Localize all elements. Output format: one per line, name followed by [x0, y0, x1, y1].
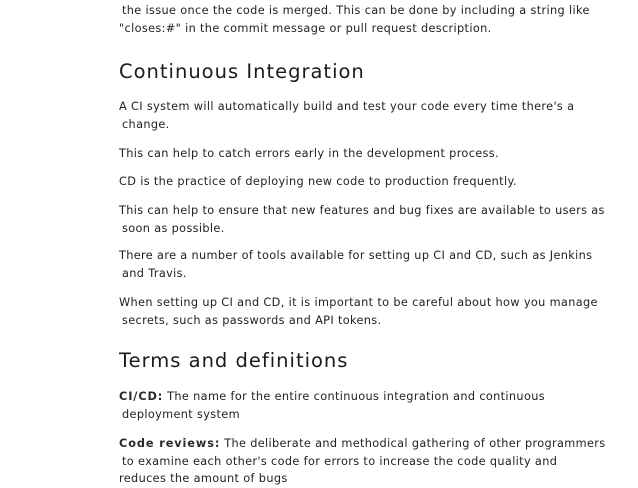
text-line: and Travis.	[122, 266, 187, 280]
ci-paragraph-2	[119, 145, 579, 163]
text-line: This can help to catch errors early in the development process.	[119, 147, 499, 160]
text-line: deployment system	[122, 407, 240, 421]
text-line: change.	[122, 117, 170, 131]
definition-code-reviews	[119, 435, 606, 488]
section-heading-continuous-integration: Continuous Integration	[119, 60, 365, 83]
text-line: There are a number of tools available for setting up CI and CD, such as Jenkins	[119, 249, 593, 262]
text-line: secrets, such as passwords and API tokens.	[122, 313, 382, 327]
definition-term: Code reviews:	[119, 437, 221, 450]
ci-paragraph-5	[119, 247, 593, 282]
text-line	[119, 388, 579, 406]
text-line: "closes:#" in the commit message or pull request description.	[119, 21, 492, 35]
definition-text: The deliberate and methodical gathering of other programmers	[220, 437, 606, 450]
ci-paragraph-1	[119, 98, 579, 133]
text-line: soon as possible.	[122, 221, 225, 235]
ci-paragraph-6	[119, 294, 598, 329]
text-line: A CI system will automatically build and test your code every time there's a	[119, 100, 575, 113]
section-heading-terms-and-definitions: Terms and definitions	[119, 349, 349, 372]
text-line: CD is the practice of deploying new code to production frequently.	[119, 175, 517, 188]
text-line: reduces the amount of bugs	[119, 472, 288, 485]
text-line: to examine each other's code for errors to increase the code quality and	[122, 454, 558, 468]
definition-term: CI/CD:	[119, 390, 164, 403]
definition-ci-cd	[119, 388, 579, 423]
intro-paragraph	[119, 2, 590, 37]
text-line: When setting up CI and CD, it is important to be careful about how you manage	[119, 296, 598, 309]
definition-text: The name for the entire continuous integration and continuous	[163, 390, 545, 403]
ci-paragraph-4	[119, 202, 605, 237]
text-line: This can help to ensure that new features and bug fixes are available to users as	[119, 204, 605, 217]
text-line: the issue once the code is merged. This can be done by including a string like	[122, 4, 590, 17]
ci-paragraph-3	[119, 173, 579, 191]
text-line	[119, 435, 606, 453]
